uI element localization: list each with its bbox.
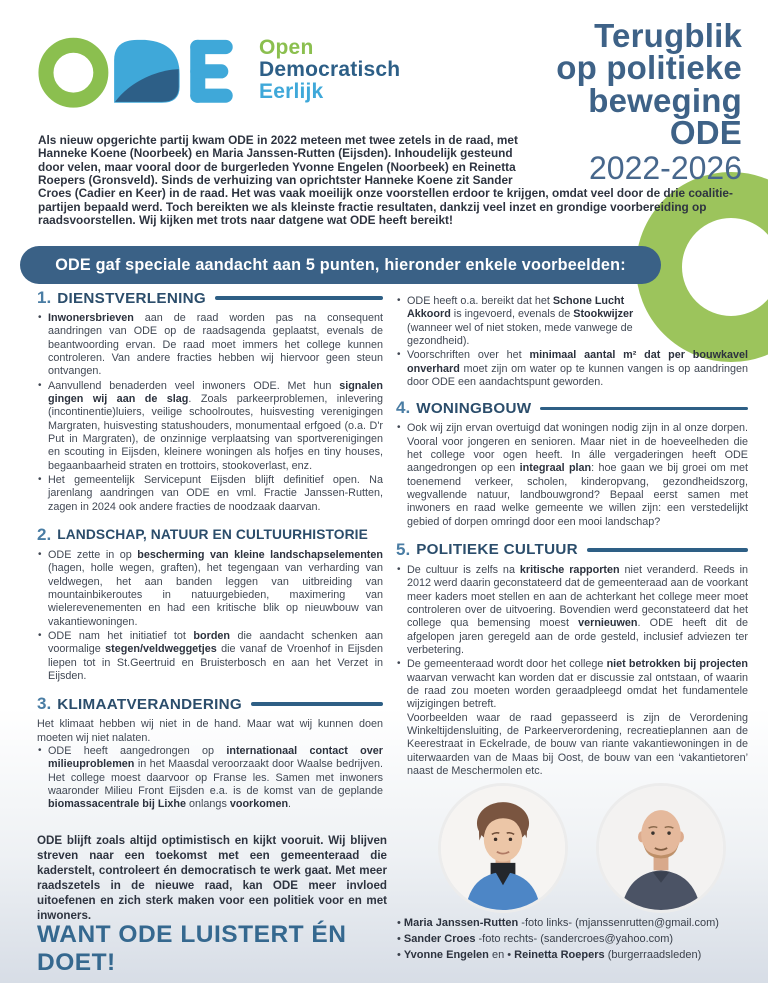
outro-paragraph: ODE blijft zoals altijd optimistisch en kijkt vooruit. Wij blijven streven naar een toekomst met een gemeenteraad die kaderstelt, controleert én democratisch te werk gaat. Met meer raadszetels in de nieuwe raad, kan ODE meer invloed uitoefenen en zich sterk maken voor een politiek voor en met inwoners.	[37, 833, 387, 922]
section-rule	[587, 548, 748, 552]
slogan-text: WANT ODE LUISTERT ÉN DOET!	[37, 921, 347, 976]
header	[38, 12, 742, 239]
section-title: DIENSTVERLENING	[57, 289, 206, 307]
section-heading	[37, 694, 383, 714]
contact-burgerraadsleden: • Yvonne Engelen en • Reinetta Roepers (burgerraadsleden)	[397, 948, 702, 961]
section-title: KLIMAATVERANDERING	[57, 695, 243, 713]
contact-sander: • Sander Croes -foto rechts- (sandercroes@yahoo.com)	[397, 932, 674, 945]
contact-maria: • Maria Janssen-Rutten -foto links- (mjanssenrutten@gmail.com)	[397, 917, 719, 929]
bullet-item: • Aanvullend benaderden veel inwoners ODE. Met hun signalen gingen wij aan de slag. Zoals parkeerproblemen, inlevering (incontinentie)luiers, veilige schoolroutes, huisvesting verenigingen Margraten, huisvesting statushouders, monumentaal erfgoed (o.a. D'r Put in Margraten), de onzinnige verplaatsing van sportverenigingen en scouting in Eijsden, kleinere woningen als hofjes en tiny houses, begaanbaarheid straten en trottoirs, stookoverlast, enz.	[37, 380, 383, 473]
sander-photo	[599, 786, 723, 910]
contact-list	[397, 916, 759, 964]
ode-logo-mark-icon	[38, 28, 246, 112]
bullet-item: • ODE zette in op bescherming van kleine landschapselementen (hagen, holle wegen, graften), het tegengaan van verharding van veldwegen, het aan banden leggen van uitbreiding van mountainbikeroutes in natuurgebieden, maximering van wielerevenementen en had een kritische blik op nieuwbouw van vakantiewoningen.	[37, 549, 383, 629]
bullet-item: • Inwonersbrieven aan de raad worden pas na consequent aandringen van ODE op de raadsagenda geplaatst, evenals de beantwoording ervan. De raad moet immers het college kunnen controleren. Van andere fracties hebben wij hiervoor geen steun ontvangen.	[37, 312, 383, 379]
bullet-item: • Het gemeentelijk Servicepunt Eijsden blijft definitief open. Na jarenlang aandringen van ODE en vml. Fractie Janssen-Rutten, zagen in 2024 ook andere fracties de noodzaak daarvan.	[37, 474, 383, 514]
bullet-item: • De gemeenteraad wordt door het college niet betrokken bij projecten waarvan verwacht kan worden dat er discussie zal ontstaan, of waarin de raad zou moeten worden geraadpleegd omdat het fundamentele wijzigingen betreft. Voorbeelden waar de raad gepasseerd is zijn de Verordening Winkeltijdensluiting, de Parkeerverordening, recreatieplannen aan de Keerestraat in Eckelrade, de bouw van riante vakantiewoningen in de uiterwaarden van de Maas bij Oost, de bouw van een ‘vakantietoren’ naast de Meschermolen etc.	[396, 658, 748, 778]
section-title: LANDSCHAP, NATUUR EN CULTUURHISTORIE	[57, 527, 368, 543]
sander-portrait-illustration	[599, 786, 723, 910]
section-rule	[540, 407, 748, 411]
section-title: POLITIEKE CULTUUR	[416, 541, 578, 559]
highlight-banner: ODE gaf speciale aandacht aan 5 punten, hieronder enkele voorbeelden:	[20, 246, 661, 284]
section-politieke-cultuur	[396, 540, 748, 778]
right-column	[396, 295, 748, 789]
section-title: WONINGBOUW	[416, 399, 532, 417]
logo-word-eerlijk: Eerlijk	[259, 80, 324, 104]
section-number: 3.	[37, 694, 52, 714]
section-klimaat-continued	[396, 295, 748, 389]
section-dienstverlening	[37, 288, 383, 514]
section-number: 1.	[37, 288, 52, 307]
masthead-title-line: beweging	[588, 81, 742, 119]
section-klimaatverandering	[37, 694, 383, 811]
section-number: 2.	[37, 524, 52, 544]
intro-paragraph: Als nieuw opgerichte partij kwam ODE in 2022 meteen met twee zetels in de raad, met Hanneke Koene (Noorbeek) en Maria Janssen-Rutten (Eijsden). Inhoudelijk gesteund door velen, maar vooral door de burgerleden Yvonne Engelen (Noorbeek) en Reinetta Roepers (Gronsveld). Sinds de verhuizing van oprichtster Hanneke Koene zit Sander Croes (Cadier en Keer) in de raad. Het was vaak moeilijk onze voorstellen erdoor te krijgen, omdat veel door de drie coalitie-partijen bepaald werd. Toch bereikten we als kleinste fractie resultaten, dankzij veel inzet en grondige voorbereiding op raadsvoorstellen. Wij kijken met trots naar datgene wat ODE heeft bereikt!	[38, 133, 733, 227]
logo-word-democratisch: Democratisch	[259, 57, 401, 81]
section-heading	[396, 540, 748, 560]
bullet-item: • Voorschriften over het minimaal aantal m² dat per bouwkavel onverhard moet zijn om water op te kunnen vangen is op aandringen door ODE een aandachtspunt geworden.	[396, 349, 748, 389]
masthead-years: 2022-2026	[588, 150, 742, 187]
ode-logo-wordmark	[259, 37, 400, 104]
ode-logo	[38, 28, 488, 112]
section-number: 4.	[396, 398, 411, 418]
bullet-item: • ODE heeft o.a. bereikt dat het Schone Lucht Akkoord is ingevoerd, evenals de Stookwijzer (wanneer wel of niet stoken, mede vanwege de gezondheid).	[396, 295, 748, 348]
section-heading	[37, 525, 383, 545]
maria-photo	[441, 786, 565, 910]
section-number: 5.	[396, 539, 411, 559]
section-heading	[37, 288, 383, 308]
section-rule	[251, 702, 383, 706]
section-landschap	[37, 525, 383, 683]
masthead-title-line: ODE	[669, 113, 742, 151]
bullet-item: • Ook wij zijn ervan overtuigd dat woningen nodig zijn in al onze dorpen. Vooral voor jongeren en senioren. Maar niet in de hoeveelheden die het college voor ogen heeft. In álle vergaderingen heeft ODE aangedrongen op een integraal plan: hoe gaan we bij groei om met toenemend verkeer, scholen, kinderopvang, gezondheidszorg, wegvallende natuur, landbouwgrond? Bepaal eerst samen met inwoners en raad welke gemeente we willen zijn: een verstedelijkt gebied of dorpen omringd door een mooi landschap?	[396, 422, 748, 529]
left-column	[37, 288, 383, 823]
masthead-title-line: op politieke	[556, 49, 742, 87]
logo-word-open: Open	[259, 35, 314, 59]
bullet-item: • ODE heeft aangedrongen op internationaal contact over milieuproblemen in het Maasdal veroorzaakt door Waalse bedrijven. Het college moest daarvoor op Franse les. Samen met inwoners waaronder Milieu Front Eijsden e.a. is de komst van de geplande biomassacentrale bij Lixhe onlangs voorkomen.	[37, 745, 383, 812]
section-lead-text: Het klimaat hebben wij niet in de hand. Maar wat wij kunnen doen moeten wij niet nalaten.	[37, 718, 383, 744]
section-rule	[215, 296, 383, 300]
section-woningbouw	[396, 398, 748, 529]
bullet-item: • ODE nam het initiatief tot borden die aandacht schenken aan voormalige stegen/veldweggetjes die vanaf de Vroenhof in Eijsden liepen tot in St.Geertruid en Bruisterbosch en aan het Verzet in Eijsden.	[37, 630, 383, 683]
bullet-item: • De cultuur is zelfs na kritische rapporten niet veranderd. Reeds in 2012 werd daarin geconstateerd dat de gemeenteraad aan de voorkant meer kaders moet stellen en aan de achterkant het college meer moet controleren over de uitvoering. Bovendien werd geconstateerd dat het college qua bemensing moest vernieuwen. ODE heeft dit de afgelopen jaren geregeld aan de orde gesteld, inclusief adviezen ter verbetering.	[396, 564, 748, 657]
maria-portrait-illustration	[441, 786, 565, 910]
masthead	[520, 17, 742, 187]
masthead-title-line: Terugblik	[594, 17, 742, 54]
section-heading	[396, 398, 748, 418]
